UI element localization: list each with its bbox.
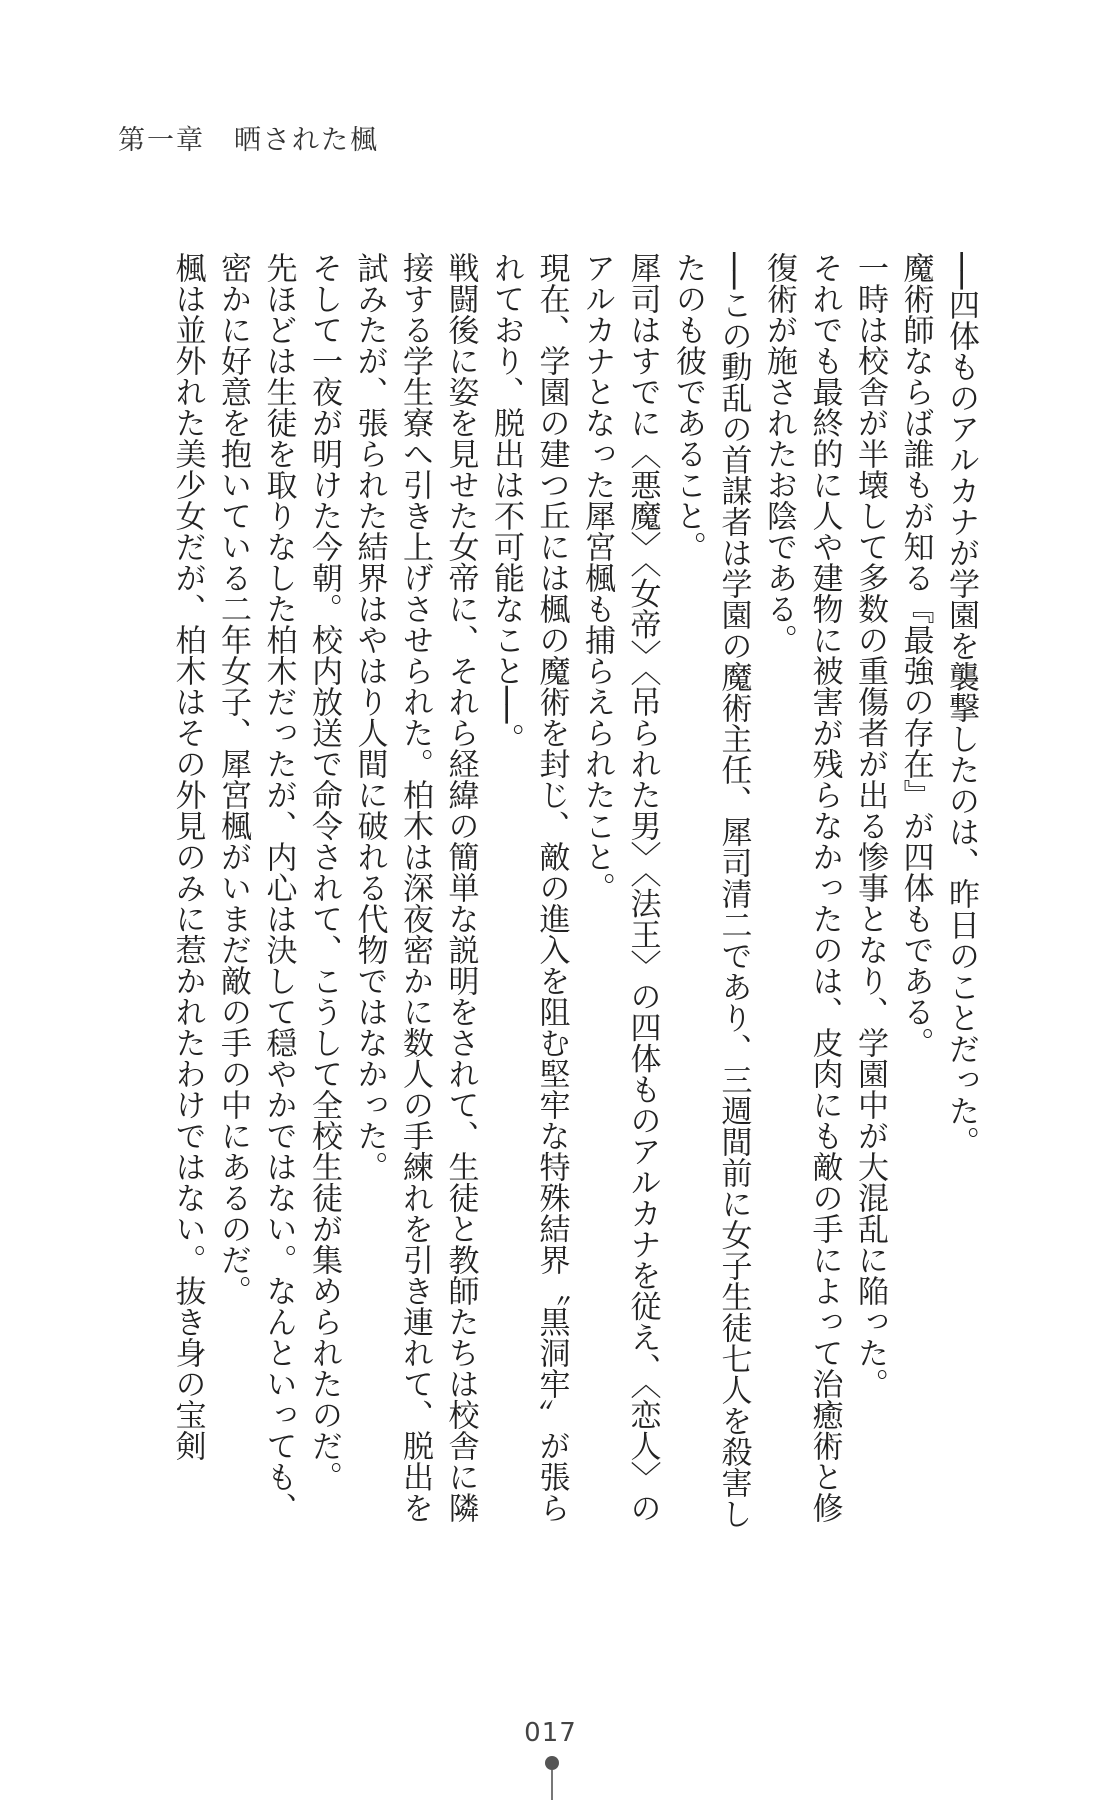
paragraph: そして一夜が明けた今朝。校内放送で命令されて、こうして全校生徒が集められたのだ。 (306, 252, 342, 1492)
paragraph: 犀司はすでに〈悪魔〉〈女帝〉〈吊られた男〉〈法王〉の四体ものアルカナを従え、〈恋人〉のアルカナとなった犀宮楓も捕らえられたこと。 (579, 252, 661, 1523)
paragraph: 先ほどは生徒を取りなした柏木だったが、内心は決して穏やかではない。なんといっても、密かに好意を抱いている二年女子、犀宮楓がいまだ敵の手の中にあるのだ。 (215, 252, 297, 1523)
folio-dot-ornament (545, 1756, 559, 1770)
paragraph: 現在、学園の建つ丘には楓の魔術を封じ、敵の進入を阻む堅牢な特殊結界〝黒洞牢〟が張られており、脱出は不可能なこと──。 (488, 252, 570, 1523)
folio-line-ornament (551, 1770, 553, 1800)
paragraph: 戦闘後に姿を見せた女帝に、それら経緯の簡単な説明をされて、生徒と教師たちは校舎に隣接する学生寮へ引き上げさせられた。柏木は深夜密かに数人の手練れを引き連れて、脱出を試みたが、張られた結界はやはり人間に破れる代物ではなかった。 (351, 252, 479, 1523)
paragraph: 一時は校舎が半壊して多数の重傷者が出る惨事となり、学園中が大混乱に陥った。 (852, 252, 888, 1399)
running-head: 第一章 晒された楓 (118, 125, 379, 156)
paragraph: 魔術師ならば誰もが知る『最強の存在』が四体もである。 (897, 252, 934, 1058)
paragraph: ──四体ものアルカナが学園を襲撃したのは、昨日のことだった。 (943, 252, 979, 1158)
paragraph: ──この動乱の首謀者は学園の魔術主任、犀司清二であり、三週間前に女子生徒七人を殺害したのも彼であること。 (670, 252, 752, 1530)
paragraph: 楓は並外れた美少女だが、柏木はその外見のみに惹かれたわけではない。抜き身の宝剣 (169, 252, 206, 1461)
paragraph: それでも最終的に人や建物に被害が残らなかったのは、皮肉にも敵の手によって治癒術と修復術が施されたお陰である。 (761, 252, 843, 1523)
body-text (103, 252, 983, 1542)
page-number: 017 (524, 1718, 577, 1748)
